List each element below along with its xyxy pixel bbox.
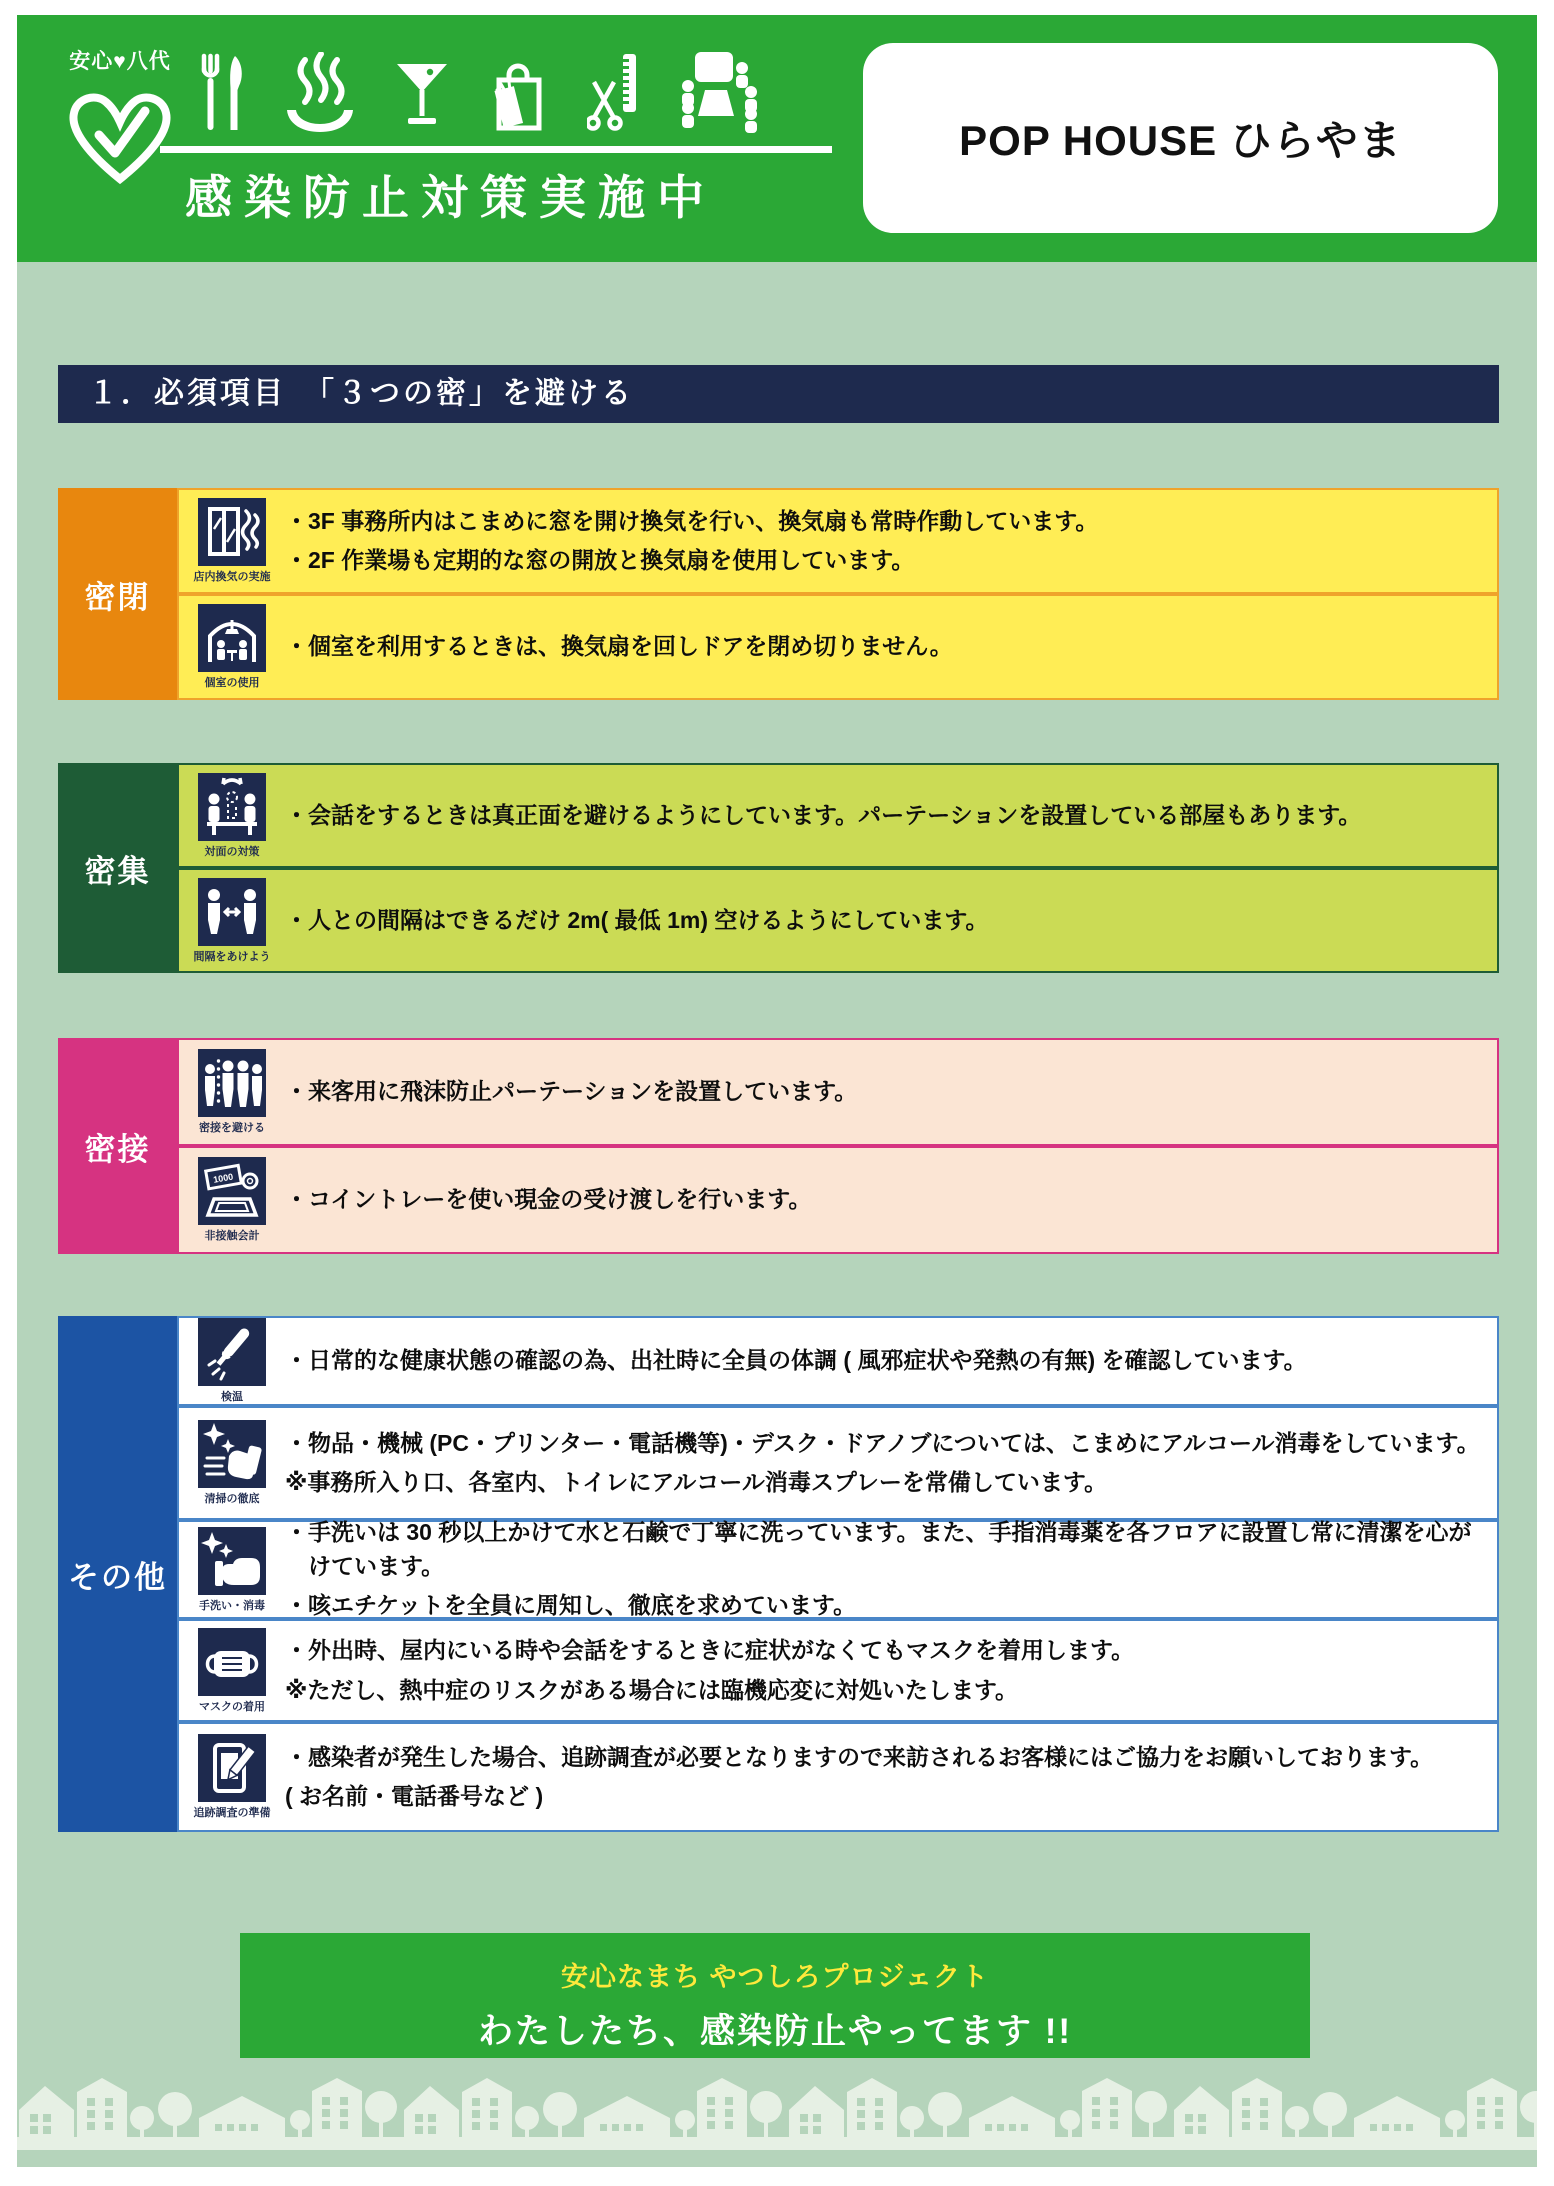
section-crowded-places — [58, 763, 1499, 973]
section-label: 密接 — [58, 1038, 177, 1254]
mask-wearing-icon — [198, 1628, 266, 1696]
section-closed-spaces — [58, 488, 1499, 700]
icon-caption: 店内換気の実施 — [193, 571, 271, 583]
table-row — [177, 488, 1499, 594]
poster-title: 感染防止対策実施中 — [185, 171, 716, 224]
heart-check-logo-icon — [59, 174, 181, 191]
restaurant-icon — [197, 52, 245, 139]
table-row — [177, 1038, 1499, 1146]
shop-name-box — [863, 43, 1498, 233]
svg-text:1000: 1000 — [212, 1171, 234, 1185]
icon-caption: 密接を避ける — [199, 1122, 265, 1134]
icon-caption: 対面の対策 — [204, 845, 260, 858]
anshin-yatsushiro-logo — [55, 45, 185, 192]
section-label: 密閉 — [58, 488, 177, 700]
icon-caption: 検温 — [221, 1391, 243, 1403]
bullet-text: ・外出時、屋内にいる時や会話をするときに症状がなくてもマスクを着用します。 — [285, 1637, 1135, 1664]
icon-caption: 個室の使用 — [204, 677, 260, 689]
icon-caption: 追跡調査の準備 — [193, 1807, 271, 1819]
bullet-text: ・手洗いは 30 秒以上かけて水と石鹸で丁寧に洗っています。また、手指消毒薬を各フロアに設置し常に清潔を心がけています。 — [285, 1519, 1472, 1579]
table-row — [177, 1316, 1499, 1406]
icon-caption: 非接触会計 — [204, 1230, 260, 1242]
private-room-icon — [198, 604, 266, 672]
table-row — [177, 868, 1499, 973]
table-row — [177, 1406, 1499, 1520]
table-row — [177, 763, 1499, 868]
poster — [17, 15, 1537, 2167]
bullet-text: ・物品・機械 (PC・プリンター・電話機等)・デスク・ドアノブについては、こまめにアルコール消毒をしています。 — [285, 1429, 1480, 1456]
table-row — [177, 1146, 1499, 1254]
onsen-icon — [283, 52, 357, 139]
temperature-check-icon — [198, 1318, 266, 1386]
avoid-close-contact-icon — [198, 1049, 266, 1117]
bullet-text: ・個室を利用するときは、換気扇を回しドアを閉め切りません。 — [285, 633, 953, 660]
contactless-payment-icon — [198, 1157, 266, 1225]
project-slogan: わたしたち、感染防止やってます !! — [477, 2012, 1073, 2051]
bar-icon — [395, 62, 449, 139]
meeting-icon — [679, 52, 761, 139]
header-underline — [160, 146, 832, 153]
table-row — [177, 1520, 1499, 1619]
bullet-text: ・2F 作業場も定期的な窓の開放と換気扇を使用しています。 — [285, 547, 915, 573]
note-text: ※事務所入り口、各室内、トイレにアルコール消毒スプレーを常備しています。 — [285, 1469, 1108, 1495]
icon-caption: 手洗い・消毒 — [199, 1599, 265, 1612]
bullet-text: ・人との間隔はできるだけ 2m( 最低 1m) 空けるようにしています。 — [285, 906, 989, 933]
table-row — [177, 1619, 1499, 1722]
section-close-contact — [58, 1038, 1499, 1254]
section-label: 密集 — [58, 763, 177, 973]
icon-caption: マスクの着用 — [199, 1700, 265, 1713]
note-text: ※ただし、熱中症のリスクがある場合には臨機応変に対処いたします。 — [285, 1676, 1019, 1703]
project-name: 安心なまち やつしろプロジェクト — [561, 1962, 989, 1992]
table-row — [177, 594, 1499, 700]
logo-badge-text: 安心♥八代 — [69, 50, 171, 73]
salon-icon — [587, 52, 641, 139]
bullet-text: ・コイントレーを使い現金の受け渡しを行います。 — [285, 1186, 812, 1213]
bullet-text: ・3F 事務所内はこまめに窓を開け換気を行い、換気扇も常時作動しています。 — [285, 507, 1099, 534]
project-banner — [240, 1933, 1310, 2058]
header-band — [17, 15, 1537, 262]
icon-caption: 間隔をあけよう — [193, 950, 271, 963]
icon-caption: 清掃の徹底 — [204, 1493, 260, 1505]
thorough-cleaning-icon — [198, 1420, 266, 1488]
section-heading-bar: １．必須項目 「３つの密」を避ける — [58, 365, 1499, 423]
store-ventilation-icon — [198, 498, 266, 566]
business-category-icons — [197, 51, 761, 139]
keep-distance-icon — [198, 878, 266, 946]
cityscape-silhouette — [17, 2078, 1537, 2150]
bullet-text: ・日常的な健康状態の確認の為、出社時に全員の体調 ( 風邪症状や発熱の有無) を確認しています。 — [285, 1347, 1307, 1374]
table-row — [177, 1722, 1499, 1832]
shop-name: POP HOUSE ひらやま — [959, 117, 1402, 164]
bullet-text: ・感染者が発生した場合、追跡調査が必要となりますので来訪されるお客様にはご協力をお願いしております。 — [285, 1743, 1434, 1770]
contact-tracing-icon — [198, 1734, 266, 1802]
bullet-text: ・咳エチケットを全員に周知し、徹底を求めています。 — [285, 1592, 857, 1619]
hand-washing-icon — [198, 1527, 266, 1595]
bullet-text: ・来客用に飛沫防止パーテーションを設置しています。 — [285, 1078, 858, 1105]
note-text: ( お名前・電話番号など ) — [285, 1783, 544, 1809]
face-to-face-icon — [198, 773, 266, 841]
section-label: その他 — [58, 1316, 177, 1832]
retail-bag-icon — [487, 58, 549, 139]
section-other-measures — [58, 1316, 1499, 1832]
bullet-text: ・会話をするときは真正面を避けるようにしています。パーテーションを設置している部屋もあります。 — [285, 801, 1362, 828]
